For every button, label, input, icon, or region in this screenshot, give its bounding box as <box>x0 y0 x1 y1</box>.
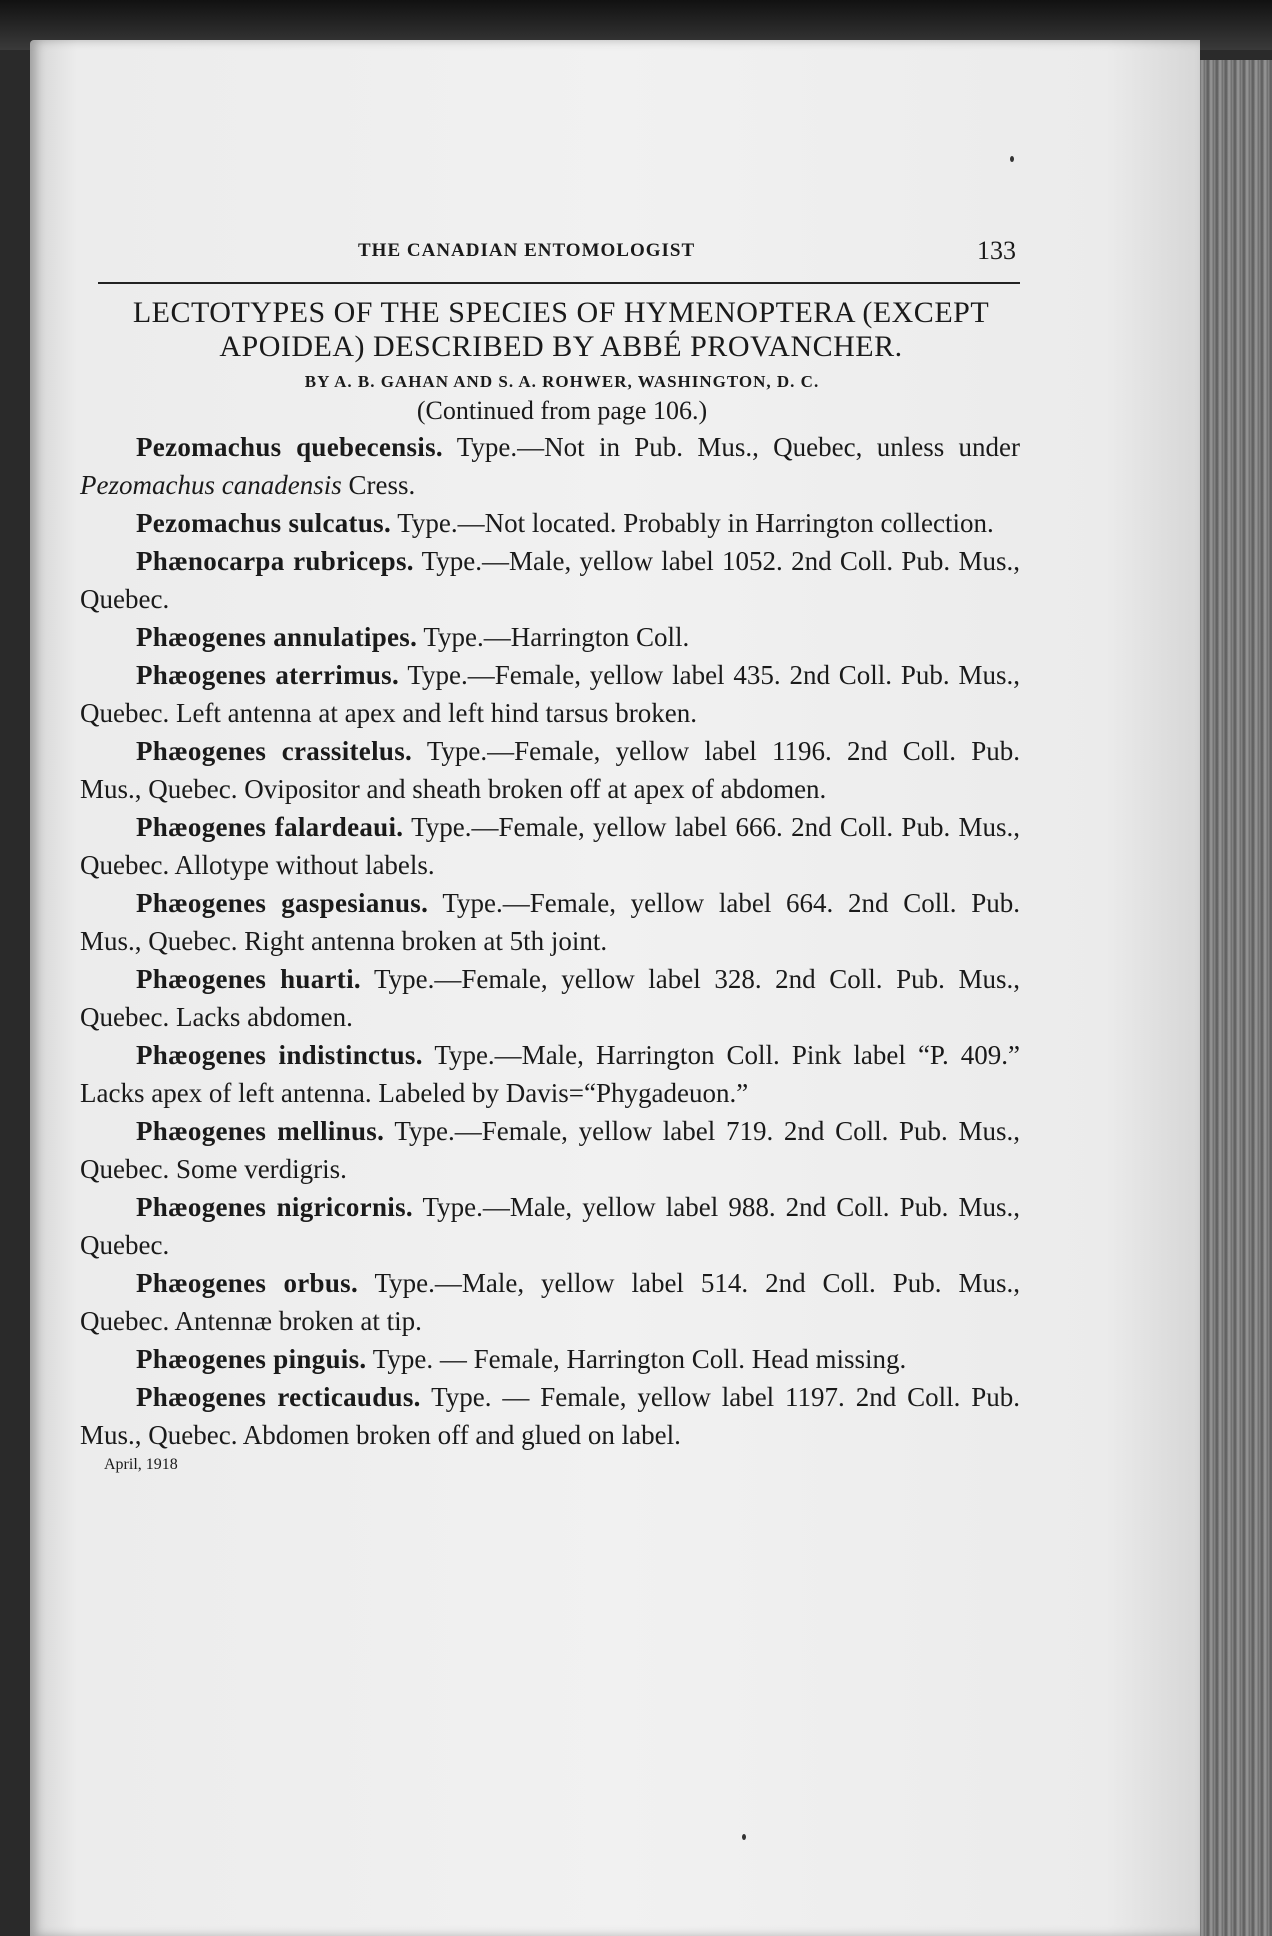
entry-description: Type.—Female, yellow label 666. 2nd Coll. Pub. Mus., Quebec. Allotype without labels. <box>80 812 1020 880</box>
issue-date: April, 1918 <box>104 1456 178 1473</box>
entry-description: Type.—Male, yellow label 988. 2nd Coll. Pub. Mus., Quebec. <box>80 1192 1020 1260</box>
species-entry-list <box>80 428 1020 1454</box>
article-title: LECTOTYPES OF THE SPECIES OF HYMENOPTERA (EXCEPT APOIDEA) DESCRIBED BY ABBÉ PROVANCHER. <box>132 296 990 363</box>
species-entry <box>80 618 1020 656</box>
species-name: Pezomachus quebecensis. <box>136 432 443 462</box>
entry-description: Type.—Not in Pub. Mus., Quebec, unless under <box>442 432 1020 462</box>
paper-speck <box>1010 156 1014 162</box>
species-name: Phæogenes gaspesianus. <box>136 888 429 918</box>
entry-description: Type.—Harrington Coll. <box>417 622 690 652</box>
species-entry <box>80 428 1020 504</box>
species-entry <box>80 1340 1020 1378</box>
paper-speck <box>742 1834 746 1840</box>
species-name: Phæogenes mellinus. <box>136 1116 385 1146</box>
species-entry <box>80 656 1020 732</box>
page-number: 133 <box>977 236 1016 265</box>
journal-title: THE CANADIAN ENTOMOLOGIST <box>358 240 696 261</box>
page-content <box>80 236 1020 1474</box>
species-entry <box>80 732 1020 808</box>
entry-description: Type.—Female, yellow label 664. 2nd Coll. Pub. Mus., Quebec. Right antenna broken at 5th joint. <box>80 888 1021 956</box>
species-name: Phæogenes aterrimus. <box>136 660 400 690</box>
article-byline: BY A. B. GAHAN AND S. A. ROHWER, WASHINGTON, D. C. <box>304 372 820 391</box>
species-name: Phæogenes orbus. <box>136 1268 359 1298</box>
species-entry <box>80 960 1020 1036</box>
species-entry <box>80 1378 1020 1454</box>
entry-description: Type. — Female, Harrington Coll. Head missing. <box>366 1344 907 1374</box>
header-rule <box>98 282 1020 284</box>
species-name: Phæogenes pinguis. <box>136 1344 367 1374</box>
entry-italic-name: Pezomachus canadensis <box>80 470 342 500</box>
species-name: Phæogenes indistinctus. <box>136 1040 423 1070</box>
running-head <box>94 236 1020 276</box>
entry-description: Type.—Male, Harrington Coll. Pink label “P. 409.” Lacks apex of left antenna. Labeled by Davis=“Phygadeuon.” <box>80 1040 1020 1108</box>
species-name: Phæogenes recticaudus. <box>136 1382 421 1412</box>
entry-description: Type.—Male, yellow label 514. 2nd Coll. Pub. Mus., Quebec. Antennæ broken at tip. <box>80 1268 1020 1336</box>
entry-description: Type.—Female, yellow label 1196. 2nd Coll. Pub. Mus., Quebec. Ovipositor and sheath broken off at apex of abdomen. <box>80 736 1020 804</box>
entry-description: Type.—Female, yellow label 435. 2nd Coll. Pub. Mus., Quebec. Left antenna at apex and left hind tarsus broken. <box>80 660 1020 728</box>
species-entry <box>80 1112 1020 1188</box>
species-name: Phæogenes crassitelus. <box>136 736 413 766</box>
species-name: Phæogenes falardeaui. <box>136 812 404 842</box>
continued-note: (Continued from page 106.) <box>416 396 708 425</box>
entry-description: Type. — Female, yellow label 1197. 2nd Coll. Pub. Mus., Quebec. Abdomen broken off and glued on label. <box>80 1382 1020 1450</box>
entry-description: Type.—Female, yellow label 719. 2nd Coll. Pub. Mus., Quebec. Some verdigris. <box>80 1116 1021 1184</box>
entry-description: Type.—Not located. Probably in Harrington collection. <box>391 508 994 538</box>
species-name: Phæogenes annulatipes. <box>136 622 418 652</box>
species-entry <box>80 884 1020 960</box>
species-name: Pezomachus sulcatus. <box>136 508 391 538</box>
entry-description: Type.—Male, yellow label 1052. 2nd Coll. Pub. Mus., Quebec. <box>80 546 1020 614</box>
species-name: Phæogenes huarti. <box>136 964 361 994</box>
species-entry <box>80 1188 1020 1264</box>
species-entry <box>80 1036 1020 1112</box>
book-spine-edge <box>1196 60 1272 1936</box>
entry-description-tail: Cress. <box>341 470 416 500</box>
species-entry <box>80 542 1020 618</box>
species-name: Phænocarpa rubriceps. <box>136 546 414 576</box>
species-entry <box>80 1264 1020 1340</box>
species-name: Phæogenes nigricornis. <box>136 1192 413 1222</box>
species-entry <box>80 808 1020 884</box>
entry-description: Type.—Female, yellow label 328. 2nd Coll. Pub. Mus., Quebec. Lacks abdomen. <box>80 964 1020 1032</box>
species-entry <box>80 504 1020 542</box>
